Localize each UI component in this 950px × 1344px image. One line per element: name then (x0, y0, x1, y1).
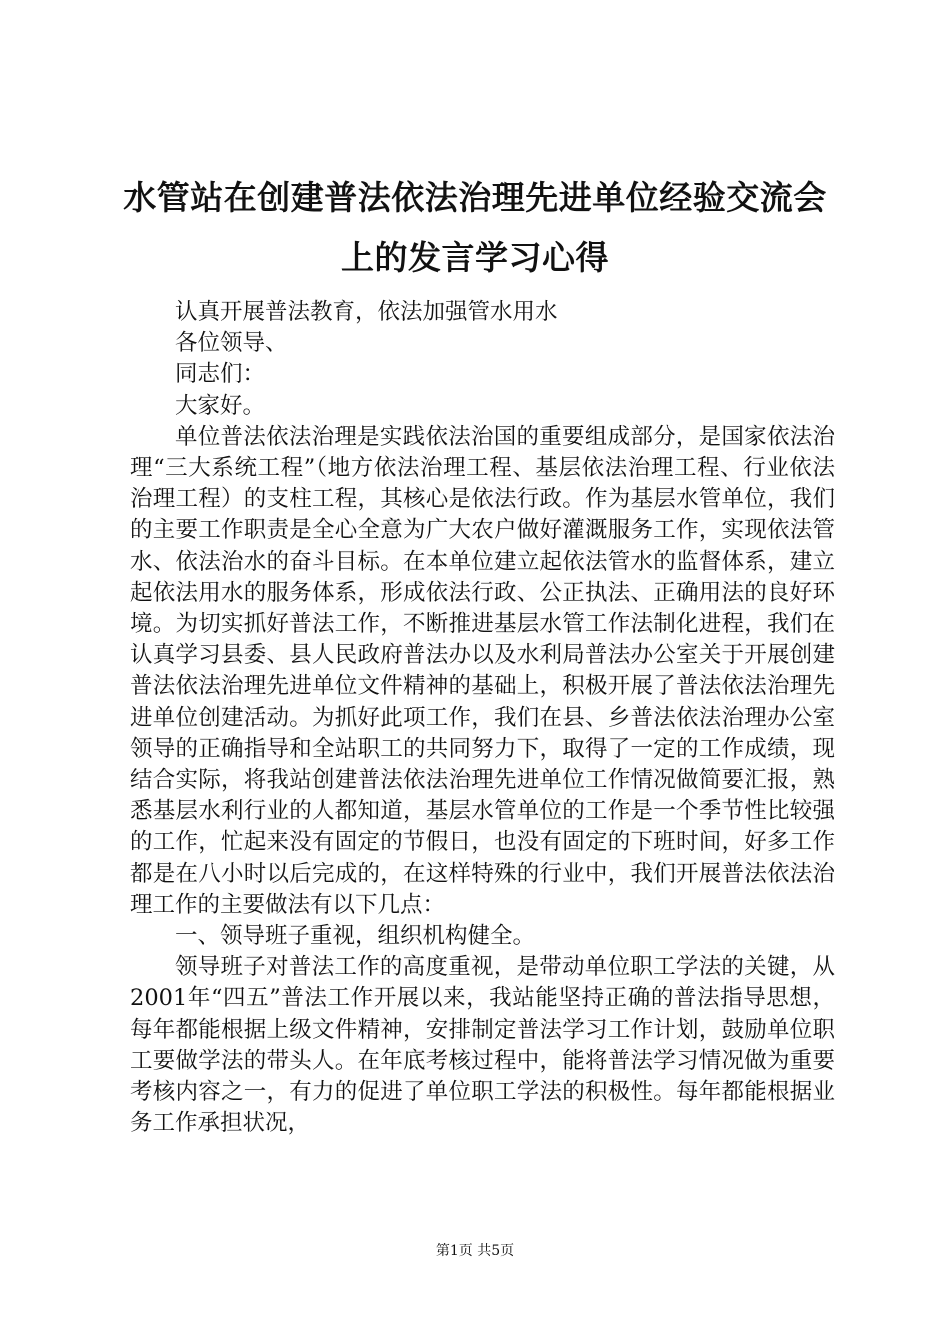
salutation-leaders: 各位领导、 (175, 330, 288, 357)
page-number-footer: 第1页 共5页 (435, 1243, 515, 1259)
section-heading: 一、领导班子重视，组织机构健全。 (175, 923, 536, 950)
document-title: 水管站在创建普法依法治理先进单位经验交流会上的发言学习心得 (123, 178, 827, 277)
greeting-paragraph: 大家好。 (175, 392, 266, 419)
salutation-comrades: 同志们： (175, 361, 266, 388)
subtitle-paragraph: 认真开展普法教育，依法加强管水用水 (175, 299, 558, 325)
body-paragraph: 领导班子对普法工作的高度重视，是带动单位职工学法的关键，从2001年“四五”普法工作开展以来，我站能坚持正确的普法指导思想，每年都能根据上级文件精神，安排制定普法学习工作计划，鼓励单位职工要做学法的带头人。在年底考核过程中，能将普法学习情况做为重要考核内容之一，有力的促进了单位职工学法的积极性。每年都能根据业务工作承担状况， (130, 954, 835, 1137)
body-paragraph: 单位普法依法治理是实践依法治国的重要组成部分，是国家依法治理“三大系统工程”（地方依法治理工程、基层依法治理工程、行业依法治理工程）的支柱工程，其核心是依法行政。作为基层水管单位，我们的主要工作职责是全心全意为广大农户做好灌溉服务工作，实现依法管水、依法治水的奋斗目标。在本单位建立起依法管水的监督体系，建立起依法用水的服务体系，形成依法行政、公正执法、正确用法的良好环境。为切实抓好普法工作，不断推进基层水管工作法制化进程，我们在认真学习县委、县人民政府普法办以及水利局普法办公室关于开展创建普法依法治理先进单位文件精神的基础上，积极开展了普法依法治理先进单位创建活动。为抓好此项工作，我们在县、乡普法依法治理办公室领导的正确指导和全站职工的共同努力下，取得了一定的工作成绩，现结合实际，将我站创建普法依法治理先进单位工作情况做简要汇报，熟悉基层水利行业的人都知道，基层水管单位的工作是一个季节性比较强的工作，忙起来没有固定的节假日，也没有固定的下班时间，好多工作都是在八小时以后完成的，在这样特殊的行业中，我们开展普法依法治理工作的主要做法有以下几点： (130, 423, 835, 918)
document-body (130, 297, 835, 1139)
